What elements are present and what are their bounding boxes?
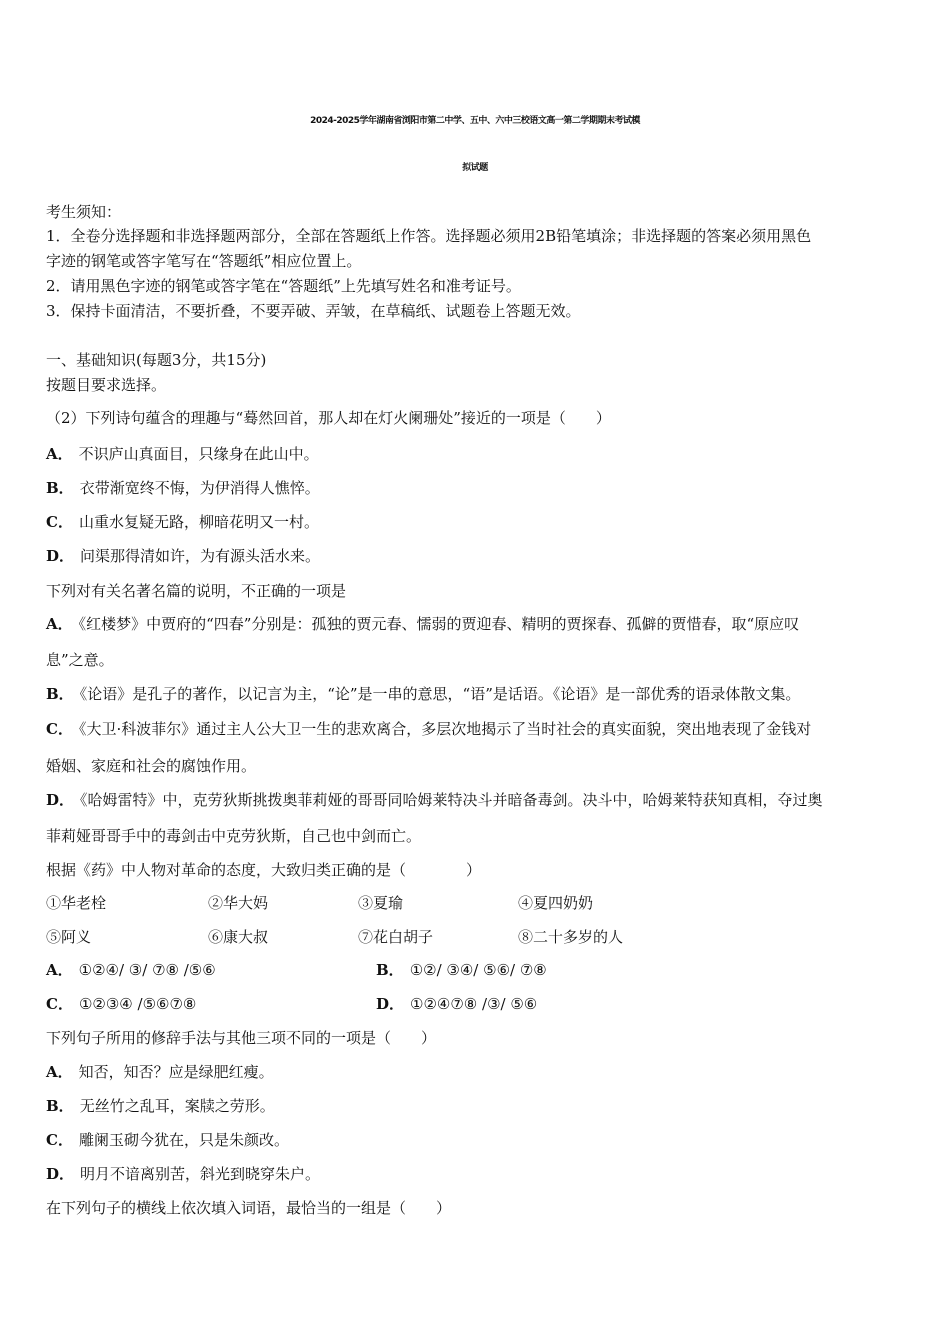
q1-option-b — [46, 478, 320, 498]
option-text: 知否，知否？应是绿肥红瘦。 — [78, 1063, 274, 1081]
q2-option-d-line-1 — [46, 790, 823, 810]
q3-option-d — [376, 994, 537, 1014]
option-text: 明月不谙离别苦，斜光到晓穿朱户。 — [80, 1165, 321, 1183]
q3-person: ⑤阿义 — [46, 928, 92, 946]
q3-person: ④夏四奶奶 — [518, 894, 594, 912]
q2-option-d-line-2: 菲莉娅哥哥手中的毒剑击中克劳狄斯，自己也中剑而亡。 — [46, 827, 422, 845]
option-text: ①②/ ③④/ ⑤⑥/ ⑦⑧ — [409, 961, 547, 979]
q1-option-c — [46, 512, 319, 532]
q2-stem: 下列对有关名著名篇的说明，不正确的一项是 — [46, 582, 347, 600]
q4-option-d — [46, 1164, 320, 1184]
option-label: A． — [46, 961, 73, 979]
option-text: ①②④/ ③/ ⑦⑧ /⑤⑥ — [78, 961, 216, 979]
q4-option-a — [46, 1062, 274, 1082]
option-text: ①②④⑦⑧ /③/ ⑤⑥ — [410, 995, 538, 1013]
option-label: D． — [46, 791, 75, 809]
option-text: 无丝竹之乱耳，案牍之劳形。 — [79, 1097, 275, 1115]
section-instruction: 按题目要求选择。 — [46, 376, 167, 394]
q4-stem: 下列句子所用的修辞手法与其他三项不同的一项是（ ） — [46, 1029, 437, 1047]
option-text: 衣带渐宽终不悔，为伊消得人憔悴。 — [79, 479, 320, 497]
option-label: A． — [46, 1063, 73, 1081]
q3-option-b — [376, 960, 547, 980]
q3-person: ⑦花白胡子 — [358, 928, 434, 946]
option-label: D． — [376, 995, 405, 1013]
q3-person: ①华老栓 — [46, 894, 107, 912]
q3-stem: 根据《药》中人物对革命的态度，大致归类正确的是（ ） — [46, 861, 482, 879]
q1-stem: （2）下列诗句蕴含的理趣与“蓦然回首，那人却在灯火阑珊处”接近的一项是（ ） — [46, 409, 611, 427]
option-text: 《论语》是孔子的著作，以记言为主，“论”是一串的意思，“语”是话语。《论语》是一部优秀的语录体散文集。 — [79, 685, 801, 703]
option-label: C． — [46, 513, 73, 531]
option-text: ①②③④ /⑤⑥⑦⑧ — [78, 995, 197, 1013]
q2-option-b — [46, 684, 800, 704]
option-label: A． — [46, 445, 73, 463]
q4-option-b — [46, 1096, 275, 1116]
option-label: C． — [46, 995, 73, 1013]
q3-person: ③夏瑜 — [358, 894, 404, 912]
option-text: 《哈姆雷特》中，克劳狄斯挑拨奥菲莉娅的哥哥同哈姆莱特决斗并暗备毒剑。决斗中，哈姆莱特获知真相，夺过奥 — [80, 791, 823, 809]
option-label: B． — [46, 1097, 74, 1115]
q1-option-d — [46, 546, 320, 566]
option-label: C． — [46, 1131, 73, 1149]
q3-person: ⑥康大叔 — [208, 928, 269, 946]
section-heading: 一、基础知识(每题3分，共15分) — [46, 351, 267, 369]
notice-item-2: 2．请用黑色字迹的钢笔或答字笔在“答题纸”上先填写姓名和准考证号。 — [46, 277, 521, 295]
option-label: D． — [46, 1165, 75, 1183]
option-label: B． — [376, 961, 404, 979]
option-text: 《大卫·科波菲尔》通过主人公大卫一生的悲欢离合，多层次地揭示了当时社会的真实面貌，突出地表现了金钱对 — [78, 720, 812, 738]
page-title-line-2: 拟试题 — [462, 163, 488, 173]
q3-option-a — [46, 960, 216, 980]
option-text: 问渠那得清如许，为有源头活水来。 — [80, 547, 321, 565]
q3-person: ⑧二十多岁的人 — [518, 928, 624, 946]
q2-option-c-line-1 — [46, 719, 811, 739]
option-text: 山重水复疑无路，柳暗花明又一村。 — [78, 513, 319, 531]
notice-heading: 考生须知： — [46, 203, 122, 221]
option-label: B． — [46, 479, 74, 497]
option-label: A． — [46, 615, 73, 633]
q2-option-c-line-2: 婚姻、家庭和社会的腐蚀作用。 — [46, 757, 257, 775]
q4-option-c — [46, 1130, 289, 1150]
q3-option-c — [46, 994, 196, 1014]
option-label: D． — [46, 547, 75, 565]
page-title-line-1: 2024-2025学年湖南省浏阳市第二中学、五中、六中三校语文高一第二学期期末考试模 — [310, 116, 640, 126]
option-label: C． — [46, 720, 73, 738]
q1-option-a — [46, 444, 319, 464]
q2-option-a-line-1 — [46, 614, 799, 634]
notice-item-1b: 字迹的钢笔或答字笔写在“答题纸”相应位置上。 — [46, 252, 362, 270]
q5-stem: 在下列句子的横线上依次填入词语，最恰当的一组是（ ） — [46, 1199, 452, 1217]
notice-item-3: 3．保持卡面清洁，不要折叠，不要弄破、弄皱，在草稿纸、试题卷上答题无效。 — [46, 302, 581, 320]
option-text: 雕阑玉砌今犹在，只是朱颜改。 — [78, 1131, 289, 1149]
notice-item-1a: 1．全卷分选择题和非选择题两部分，全部在答题纸上作答。选择题必须用2B铅笔填涂；非选择题的答案必须用黑色 — [46, 227, 812, 245]
option-label: B． — [46, 685, 74, 703]
q3-person: ②华大妈 — [208, 894, 269, 912]
option-text: 《红楼梦》中贾府的“四春”分别是：孤独的贾元春、懦弱的贾迎春、精明的贾探春、孤僻的贾惜春，取“原应叹 — [78, 615, 800, 633]
q2-option-a-line-2: 息”之意。 — [46, 651, 114, 669]
option-text: 不识庐山真面目，只缘身在此山中。 — [78, 445, 319, 463]
